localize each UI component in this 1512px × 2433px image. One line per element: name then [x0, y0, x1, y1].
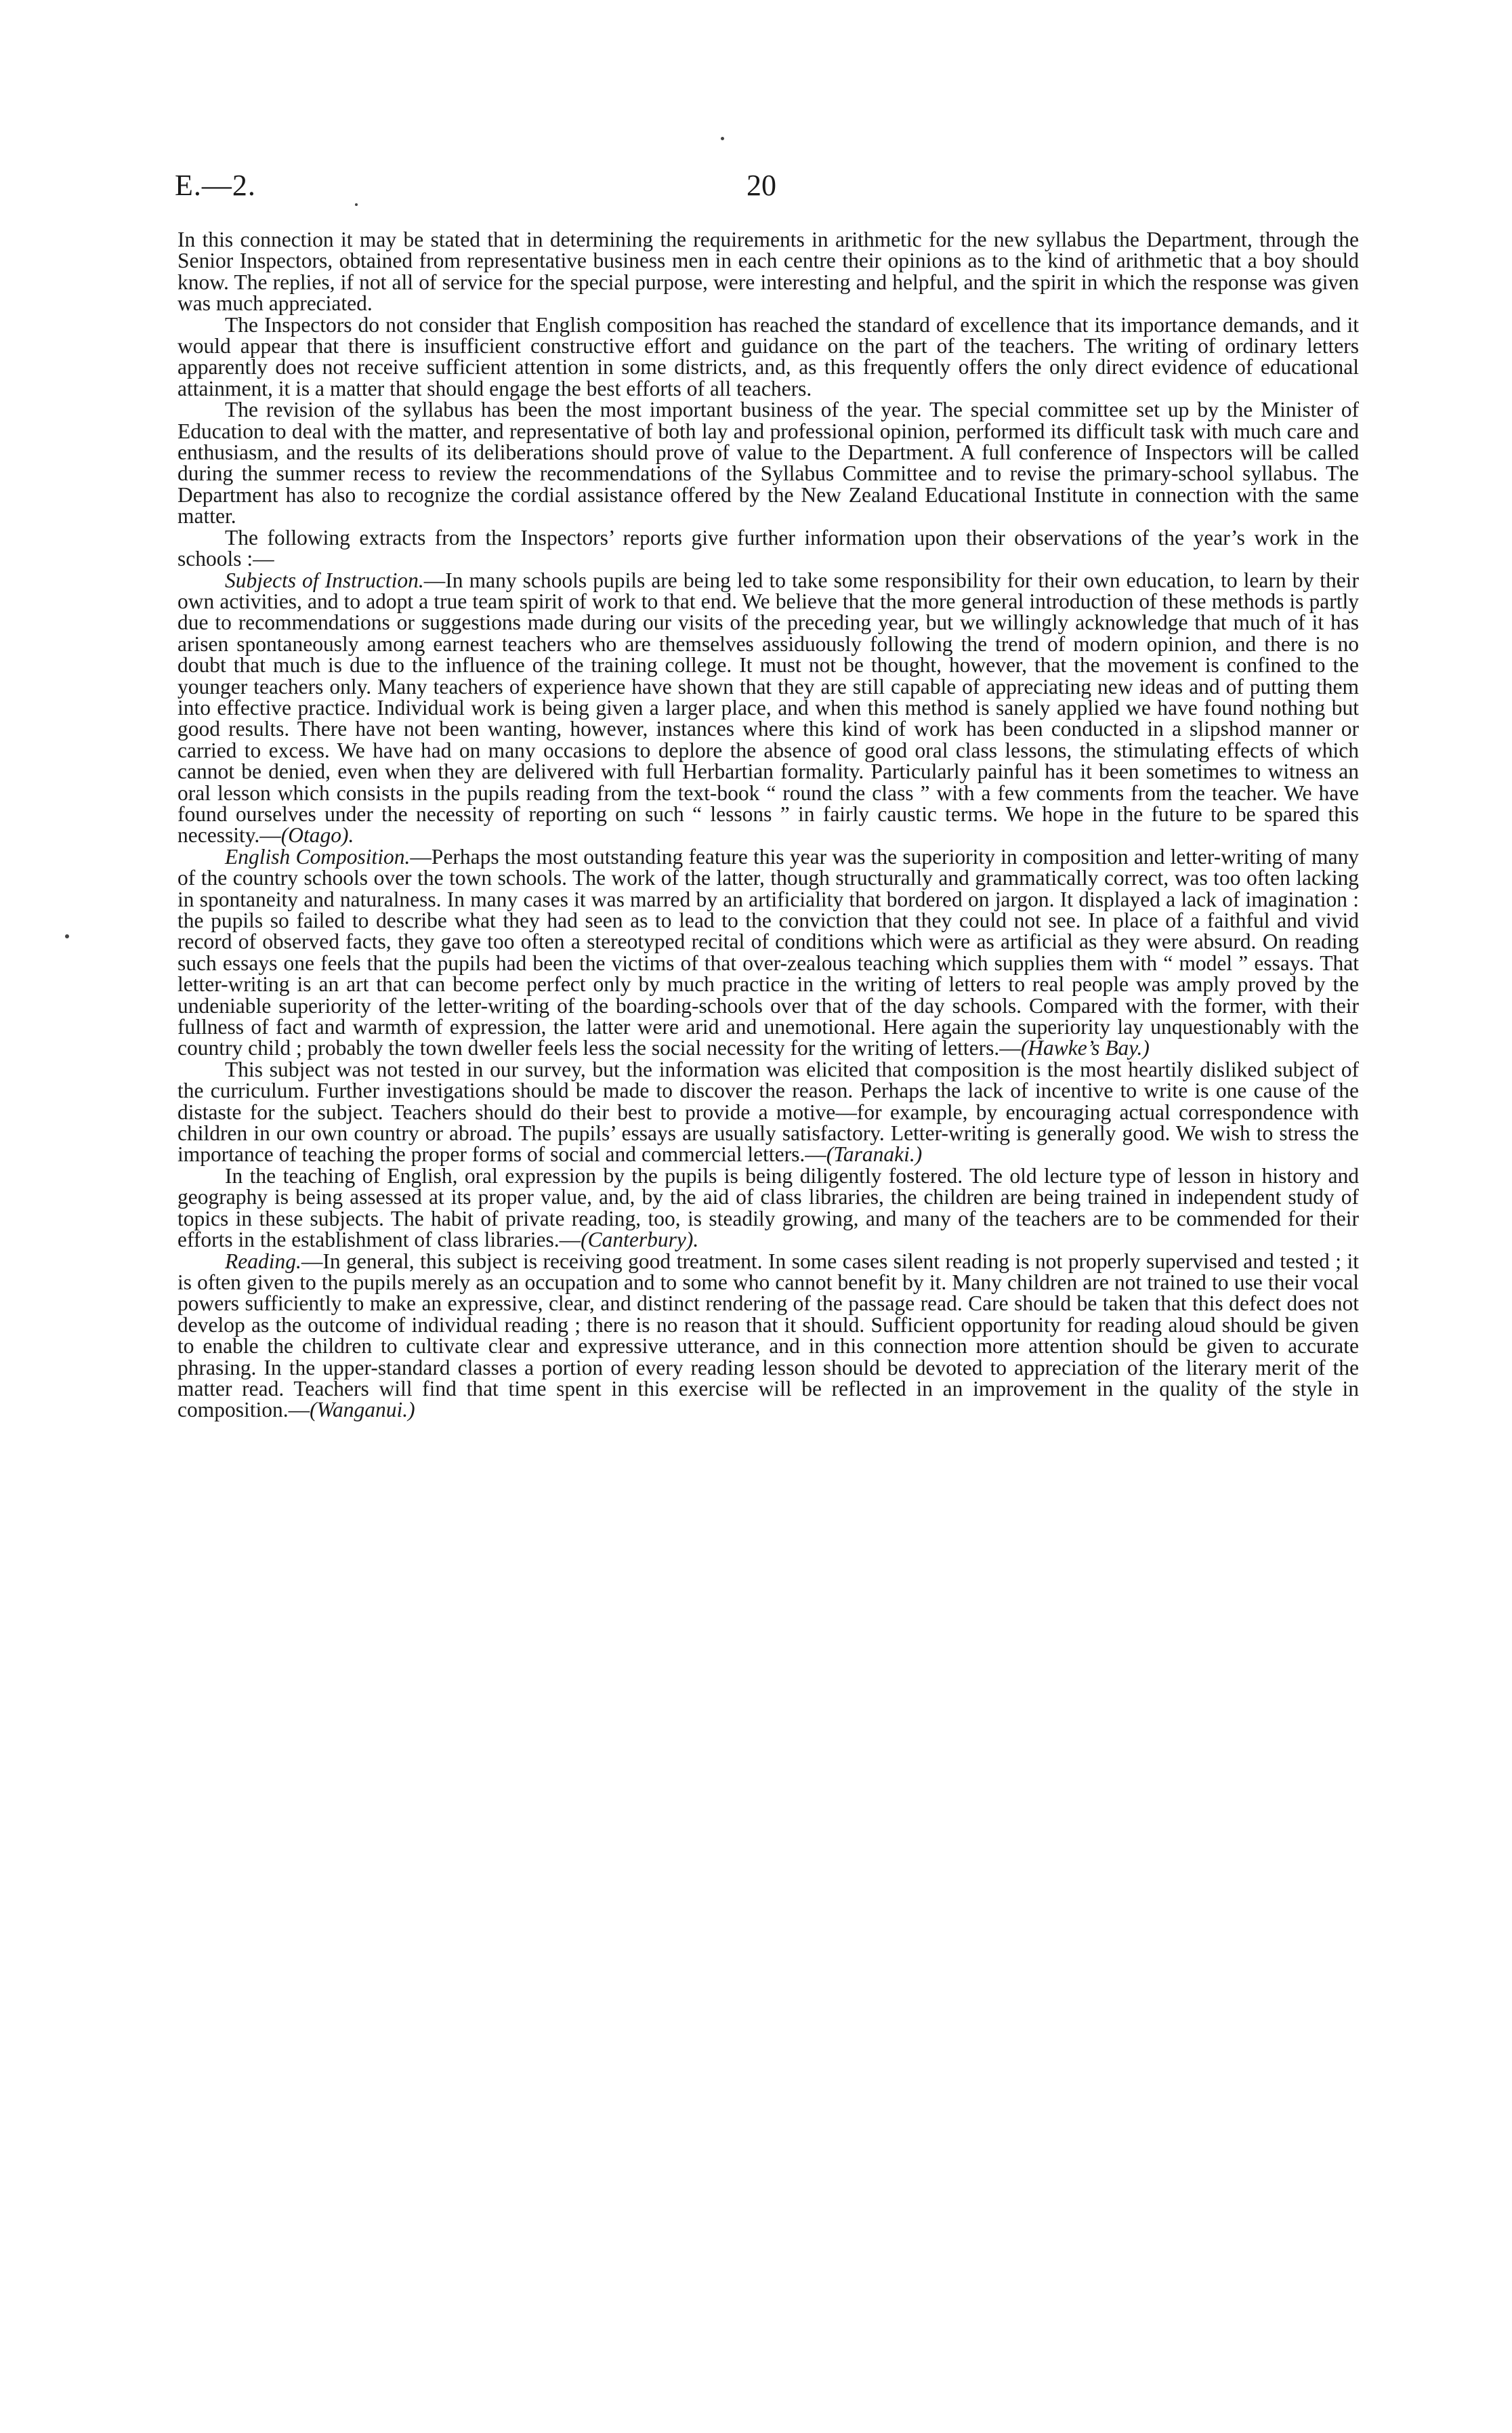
page-number: 20 — [747, 169, 776, 202]
source-attribution: (Otago). — [280, 823, 354, 848]
section-heading: English Composition. — [225, 844, 411, 869]
paragraph: In this connection it may be stated that in determining the requirements in arithmetic for the new syllabus the Department, through the Senior Inspectors, obtained from representative business men in each centre their opinions as to the kind of arithmetic that a boy should know. The replies, if not all of service for the special purpose, were interesting and helpful, and the spirit in which the response was given was much appreciated. — [177, 228, 1359, 316]
scan-speck — [355, 203, 358, 206]
paragraph: The following extracts from the Inspectors’ reports give further information upon their observations of the year’s work in the schools :— — [177, 525, 1359, 571]
section-heading: Reading. — [225, 1249, 301, 1273]
source-attribution: (Hawke’s Bay.) — [1020, 1036, 1150, 1060]
paragraph: Reading.—In general, this subject is receiving good treatment. In some cases silent reading is not properly supervised and tested ; it is often given to the pupils merely as an occupation and to some who cannot benefit by it. Many children are not trained to use their vocal powers sufficiently to make an expressive, clear, and distinct rendering of the passage read. Care should be taken that this defect does not develop as the outcome of individual reading ; there is no reason that it should. Sufficient opportunity for reading aloud should be given to enable the children to cultivate clear and expressive utterance, and in this connection more attention should be given to accurate phrasing. In the upper-standard classes a portion of every reading lesson should be devoted to appreciation of the literary merit of the matter read. Teachers will find that time spent in this exercise will be reflected in an improvement in the quality of the style in composition.—(Wanganui.) — [177, 1249, 1359, 1422]
paragraph: The Inspectors do not consider that English composition has reached the standard of excellence that its importance demands, and it would appear that there is insufficient constructive effort and guidance on the part of the teachers. The writing of ordinary letters apparently does not receive sufficient attention in some districts, and, as this frequently offers the only direct evidence of educational attainment, it is a matter that should engage the best efforts of all teachers. — [177, 312, 1359, 400]
paragraph: In the teaching of English, oral expression by the pupils is being diligently fostered. The old lecture type of lesson in history and geography is being assessed at its proper value, and, by the aid of class libraries, the children are being trained in independent study of topics in these subjects. The habit of private reading, too, is steadily growing, and many of the teachers are to be commended for their efforts in the establishment of class libraries.—(Canterbury). — [177, 1163, 1359, 1252]
paragraph: This subject was not tested in our survey, but the information was elicited that composition is the most heartily disliked subject of the curriculum. Further investigations should be made to discover the reason. Perhaps the lack of incentive to write is one cause of the distaste for the subject. Teachers should do their best to provide a motive—for example, by encouraging actual correspondence with children in our own country or abroad. The pupils’ essays are usually satisfactory. Letter-writing is generally good. We wish to stress the importance of teaching the proper forms of social and commercial letters.—(Taranaki.) — [177, 1057, 1359, 1167]
scan-speck — [721, 137, 724, 140]
paragraph: The revision of the syllabus has been the most important business of the year. The special committee set up by the Minister of Education to deal with the matter, and representative of both lay and professional opinion, performed its difficult task with much care and enthusiasm, and the results of its deliberations should prove of value to the Department. A full conference of Inspectors will be called during the summer recess to review the recommendations of the Syllabus Committee and to revise the primary-school syllabus. The Department has also to recognize the cordial assistance offered by the New Zealand Educational Institute in connection with the same matter. — [177, 398, 1359, 528]
paragraph: English Composition.—Perhaps the most outstanding feature this year was the superiority in composition and letter-writing of many of the country schools over the town schools. The work of the latter, though structurally and grammatically correct, was too often lacking in spontaneity and naturalness. In many cases it was marred by an artificiality that bordered on jargon. It displayed a lack of imagination : the pupils so failed to describe what they had seen as to lead to the conviction that they could not see. In place of a faithful and vivid record of observed facts, they gave too often a stereotyped recital of conditions which were as artificial as they were absurd. On reading such essays one feels that the pupils had been the victims of that over-zealous teaching which supplies them with “ model ” essays. That letter-writing is an art that can become perfect only by much practice in the writing of letters to real people was amply proved by the undeniable superiority of the letter-writing of the boarding-schools over that of the day schools. Compared with the former, with their fullness of fact and warmth of expression, the latter were arid and unemotional. Here again the superiority lay unquestionably with the country child ; probably the town dweller feels less the social necessity for the writing of letters.—(Hawke’s Bay.) — [177, 844, 1359, 1060]
document-reference: E.—2. — [175, 169, 256, 202]
section-heading: Subjects of Instruction. — [225, 568, 424, 592]
margin-bullet — [65, 934, 69, 938]
paragraph: Subjects of Instruction.—In many schools pupils are being led to take some responsibility for their own education, to learn by their own activities, and to adopt a true team spirit of work to that end. We believe that the more general introduction of these methods is partly due to recommendations or suggestions made during our visits of the preceding year, but we willingly acknowledge that much of it has arisen spontaneously among earnest teachers who are themselves assiduously following the trend of modern opinion, and there is no doubt that much is due to the influence of the training college. It must not be thought, however, that the movement is confined to the younger teachers only. Many teachers of experience have shown that they are still capable of appreciating new ideas and of putting them into effective practice. Individual work is being given a larger place, and when this method is sanely applied we have found nothing but good results. There have not been wanting, however, instances where this kind of work has been conducted in a slipshod manner or carried to excess. We have had on many occasions to deplore the absence of good oral class lessons, the stimulating effects of which cannot be denied, even when they are delivered with full Herbartian formality. Particularly painful has it been sometimes to witness an oral lesson which consists in the pupils reading from the text-book “ round the class ” with a few comments from the teacher. We have found ourselves under the necessity of reporting on such “ lessons ” in fairly caustic terms. We hope in the future to be spared this necessity.—(Otago). — [177, 568, 1359, 848]
source-attribution: (Canterbury). — [581, 1228, 699, 1252]
page-header — [175, 168, 1348, 209]
body-text — [177, 229, 1359, 1421]
source-attribution: (Wanganui.) — [310, 1398, 415, 1422]
source-attribution: (Taranaki.) — [826, 1142, 923, 1167]
